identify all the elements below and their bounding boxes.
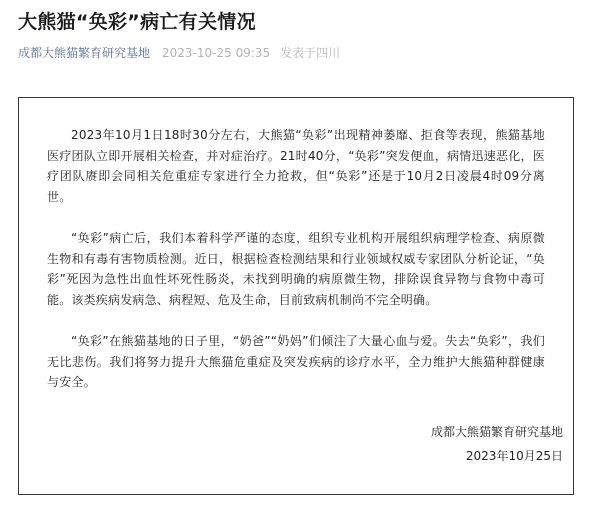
publish-time: 2023-10-25 09:35: [162, 46, 271, 60]
statement-paragraph: 2023年10月1日18时30分左右，大熊猫“奂彩”出现精神萎靡、拒食等表现，熊猫基地医疗团队立即开展相关检查，并对症治疗。21时40分，“奂彩”突发便血，病情迅速恶化，医疗团队赓即会同相关危重症专家进行全力抢救，但“奂彩”还是于10月2日凌晨4时09分离世。: [47, 128, 545, 204]
statement-paragraph: “奂彩”病亡后，我们本着科学严谨的态度，组织专业机构开展组织病理学检查、病原微生物和有毒有害物质检测。近日，根据检查检测结果和行业领域权威专家团队分析论证，“奂彩”死因为急性出血性坏死性肠炎，未找到明确的病原微生物，排除误食异物与食物中毒可能。该类疾病发病急、病程短、危及生命，目前致病机制尚不完全明确。: [47, 230, 545, 307]
publish-location: 发表于四川: [280, 46, 341, 60]
account-name-link[interactable]: 成都大熊猫繁育研究基地: [18, 46, 151, 60]
statement-box: [18, 97, 574, 495]
statement-signature: [431, 422, 563, 466]
signature-date: 2023年10月25日: [465, 448, 563, 463]
signature-organization: 成都大熊猫繁育研究基地: [430, 425, 563, 439]
statement-paragraph: “奂彩”在熊猫基地的日子里，“奶爸”“奶妈”们倾注了大量心血与爱。失去“奂彩”，我们无比悲伤。我们将努力提升大熊猫危重症及突发疾病的诊疗水平，全力维护大熊猫种群健康与安全。: [47, 333, 545, 390]
article-meta: [18, 44, 340, 62]
article-title: 大熊猫“奂彩”病亡有关情况: [18, 11, 256, 33]
